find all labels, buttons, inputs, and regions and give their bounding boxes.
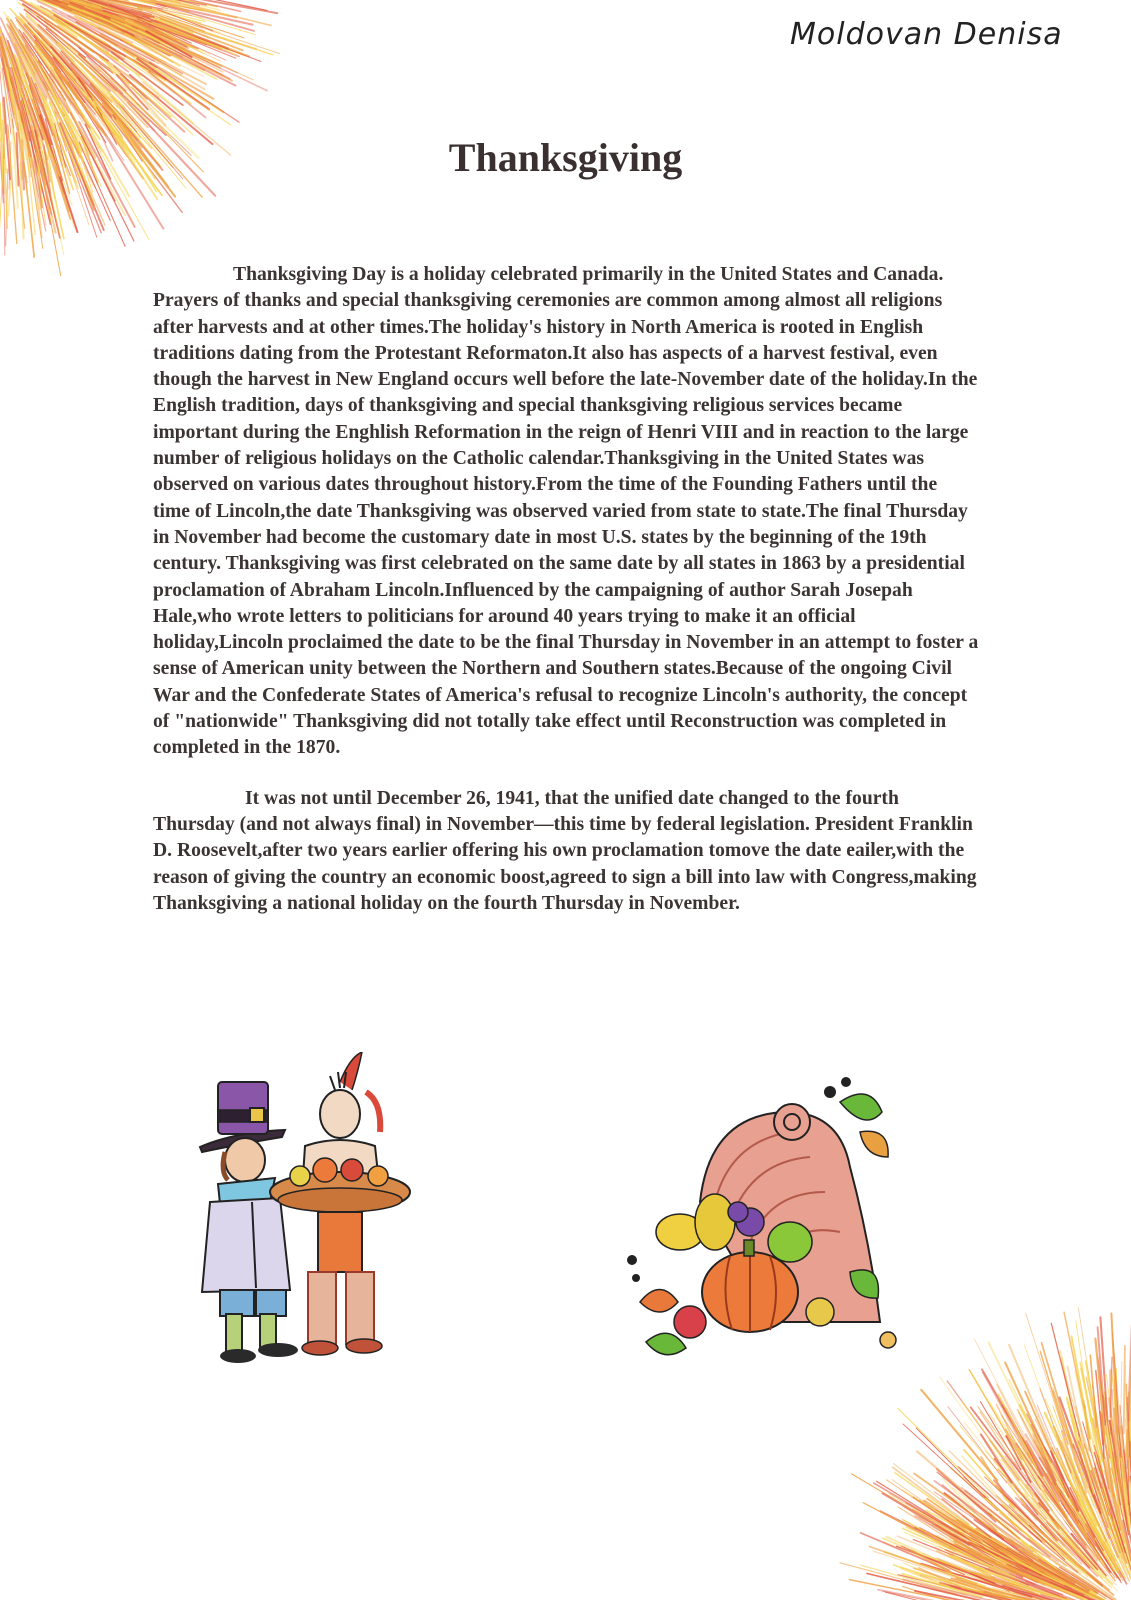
paragraph: It was not until December 26, 1941, that the unified date changed to the fourth Thursday (and not always final) in November—this time by federal legislation. President Franklin D. Roosevelt,after two years earlier offering his own proclamation tomove the date eailer,with the reason of giving the country an economic boost,agreed to sign a bill into law with Congress,making Thanksgiving a national holiday on the fourth Thursday in November. xyxy=(153,787,977,914)
paragraph: Thanksgiving Day is a holiday celebrated primarily in the United States and Canada. Prayers of thanks and special thanksgiving ceremonies are common among almost all religions after harvests and at other times.The holiday's history in North America is rooted in English traditions dating from the Protestant Reformaton.It also has aspects of a harvest festival, even though the harvest in New England occurs well before the late-November date of the holiday.In the English tradition, days of thanksgiving and special thanksgiving religious services became important during the Enghlish Reformation in the reign of Henri VIII and in reaction to the large number of religious holidays on the Catholic calendar.Thanksgiving in the United States was observed on various dates throughout history.From the time of the Founding Fathers until the time of Lincoln,the date Thanksgiving was observed varied from state to state.The final Thursday in November had become the customary date in most U.S. states by the beginning of the 19th century. Thanksgiving was first celebrated on the same date by all states in 1863 by a presidential proclamation of Abraham Lincoln.Influenced by the campaigning of author Sarah Josepah Hale,who wrote letters to politicians for around 40 years trying to make it an official holiday,Lincoln proclaimed the date to be the final Thursday in November in an attempt to foster a sense of American unity between the Northern and Southern states.Because of the ongoing Civil War and the Confederate States of America's refusal to recognize Lincoln's authority, the concept of "nationwide" Thanksgiving did not totally take effect until Reconstruction was completed in completed in the 1870. xyxy=(153,264,979,759)
handwritten-signature xyxy=(790,8,1090,64)
pilgrim-and-native-american-drawing xyxy=(190,1052,450,1372)
page-title: Thanksgiving xyxy=(448,135,683,180)
essay-body xyxy=(153,262,979,917)
cornucopia-drawing xyxy=(620,1072,920,1372)
signature-text: Moldovan Denisa xyxy=(790,17,1063,52)
